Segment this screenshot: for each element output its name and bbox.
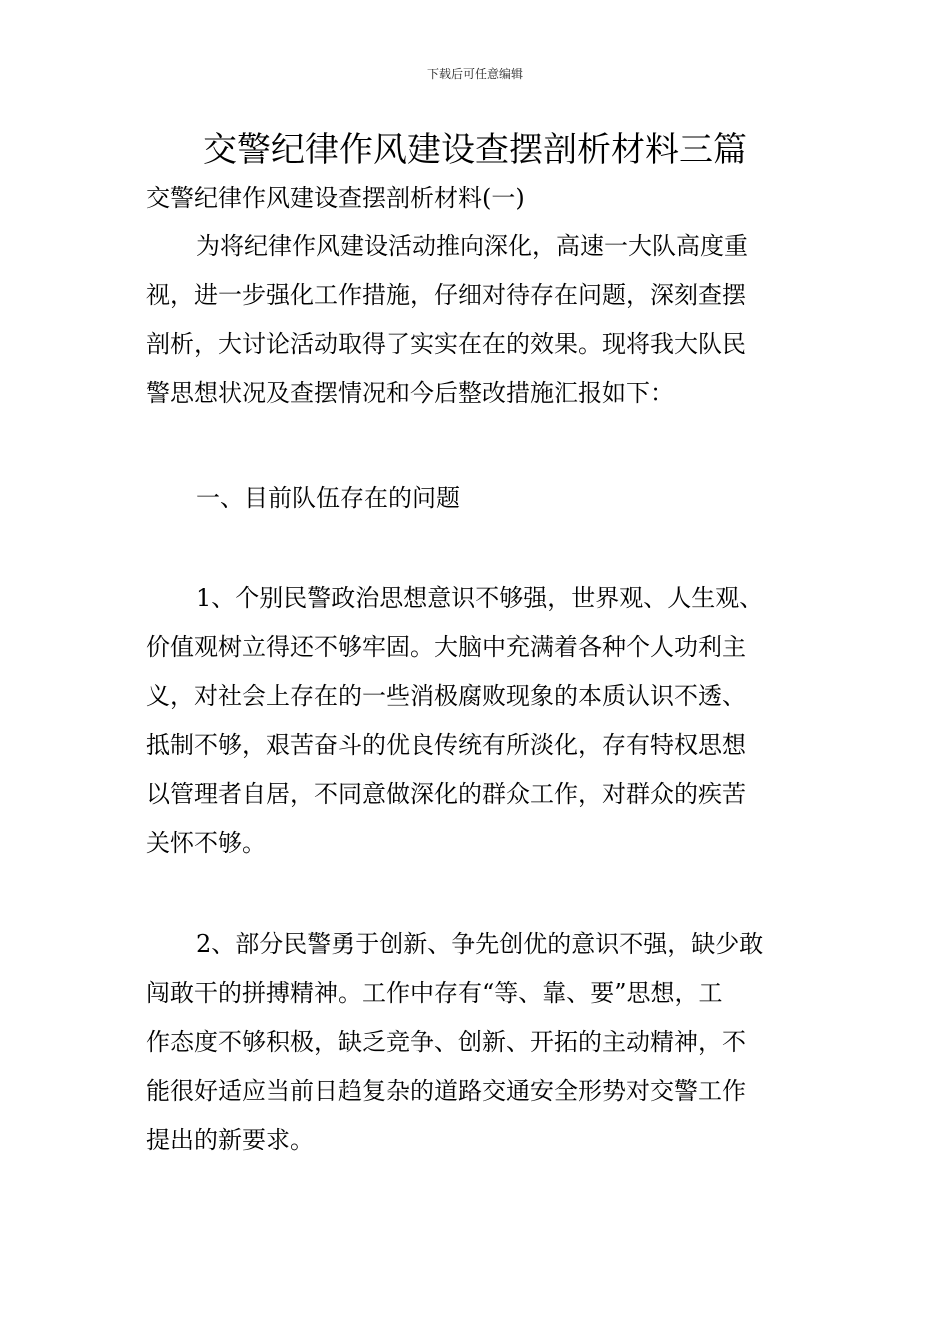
- paragraph-line: 义，对社会上存在的一些消极腐败现象的本质认识不透、: [146, 682, 746, 710]
- paragraph-line: 能很好适应当前日趋复杂的道路交通安全形势对交警工作: [146, 1077, 746, 1105]
- paragraph-line: 提出的新要求。: [146, 1126, 314, 1154]
- paragraph-line: 警思想状况及查摆情况和今后整改措施汇报如下：: [146, 379, 674, 407]
- document-title: 交警纪律作风建设查摆剖析材料三篇: [203, 130, 747, 170]
- item-1-paragraph: [146, 574, 806, 868]
- paragraph-line: 1、个别民警政治思想意识不够强，世界观、人生观、: [196, 584, 764, 612]
- paragraph-line: 关怀不够。: [146, 829, 266, 857]
- intro-paragraph: [146, 222, 806, 418]
- paragraph-line: 以管理者自居，不同意做深化的群众工作，对群众的疾苦: [146, 780, 746, 808]
- paragraph-line: 为将纪律作风建设活动推向深化，高速一大队高度重: [196, 232, 748, 260]
- section-heading: [146, 474, 806, 523]
- header-note: 下载后可任意编辑: [426, 67, 523, 81]
- paragraph-line: 价值观树立得还不够牢固。大脑中充满着各种个人功利主: [146, 633, 746, 661]
- paragraph-line: 2、部分民警勇于创新、争先创优的意识不强，缺少敢: [196, 930, 764, 958]
- paragraph-line: 视，进一步强化工作措施，仔细对待存在问题，深刻查摆: [146, 281, 746, 309]
- paragraph-line: 闯敢干的拼搏精神。工作中存有“等、靠、要”思想，工: [146, 979, 723, 1007]
- section-heading-text: 一、目前队伍存在的问题: [196, 484, 460, 512]
- paragraph-line: 剖析，大讨论活动取得了实实在在的效果。现将我大队民: [146, 330, 746, 358]
- item-2-paragraph: [146, 920, 806, 1165]
- paragraph-line: 抵制不够，艰苦奋斗的优良传统有所淡化，存有特权思想: [146, 731, 746, 759]
- document-subtitle: 交警纪律作风建设查摆剖析材料(一): [146, 184, 525, 212]
- paragraph-line: 作态度不够积极，缺乏竞争、创新、开拓的主动精神，不: [146, 1028, 746, 1056]
